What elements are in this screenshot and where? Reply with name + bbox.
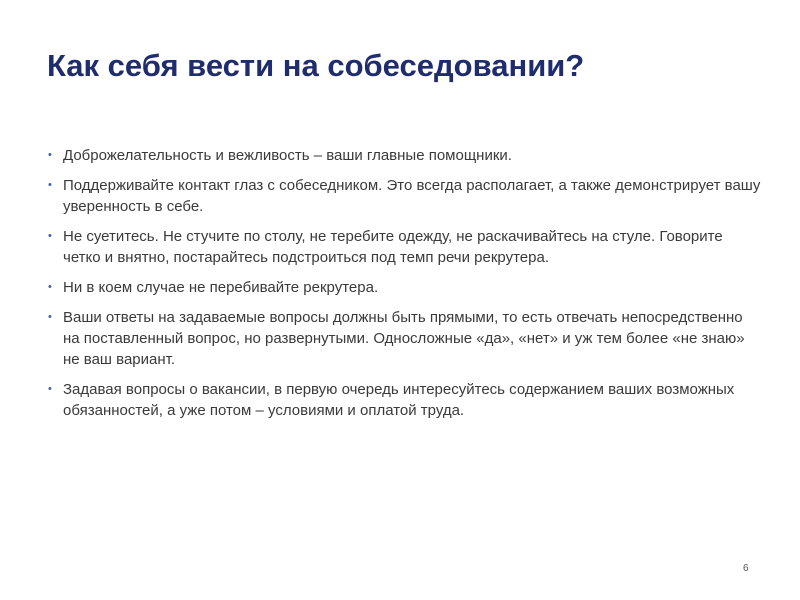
bullet-dot-icon: •	[48, 383, 52, 395]
bullet-dot-icon: •	[48, 179, 52, 191]
bullet-item	[47, 226, 762, 268]
bullet-dot-icon: •	[48, 311, 52, 323]
bullet-item	[47, 379, 762, 421]
slide-title: Как себя вести на собеседовании?	[47, 48, 585, 83]
page-number: 6	[743, 563, 749, 574]
bullet-text: Не суетитесь. Не стучите по столу, не теребите одежду, не раскачивайтесь на стуле. Говорите четко и внятно, постарайтесь подстроиться под темп речи рекрутера.	[63, 228, 723, 266]
bullet-text: Доброжелательность и вежливость – ваши главные помощники.	[63, 147, 512, 164]
bullet-item	[47, 277, 762, 298]
bullet-list	[47, 145, 762, 430]
bullet-text: Задавая вопросы о вакансии, в первую очередь интересуйтесь содержанием ваших возможных обязанностей, а уже потом – условиями и оплатой труда.	[63, 381, 735, 419]
bullet-dot-icon: •	[48, 230, 52, 242]
bullet-item	[47, 175, 762, 217]
bullet-item	[47, 145, 762, 166]
bullet-text: Ваши ответы на задаваемые вопросы должны быть прямыми, то есть отвечать непосредственно на поставленный вопрос, но развернутыми. Односложные «да», «нет» и уж тем более «не знаю» не ваш вариант.	[63, 309, 745, 368]
bullet-item	[47, 307, 762, 370]
bullet-text: Ни в коем случае не перебивайте рекрутера.	[63, 279, 379, 296]
bullet-dot-icon: •	[48, 149, 52, 161]
bullet-dot-icon: •	[48, 281, 52, 293]
bullet-text: Поддерживайте контакт глаз с собеседником. Это всегда располагает, а также демонстрирует вашу уверенность в себе.	[63, 177, 761, 215]
